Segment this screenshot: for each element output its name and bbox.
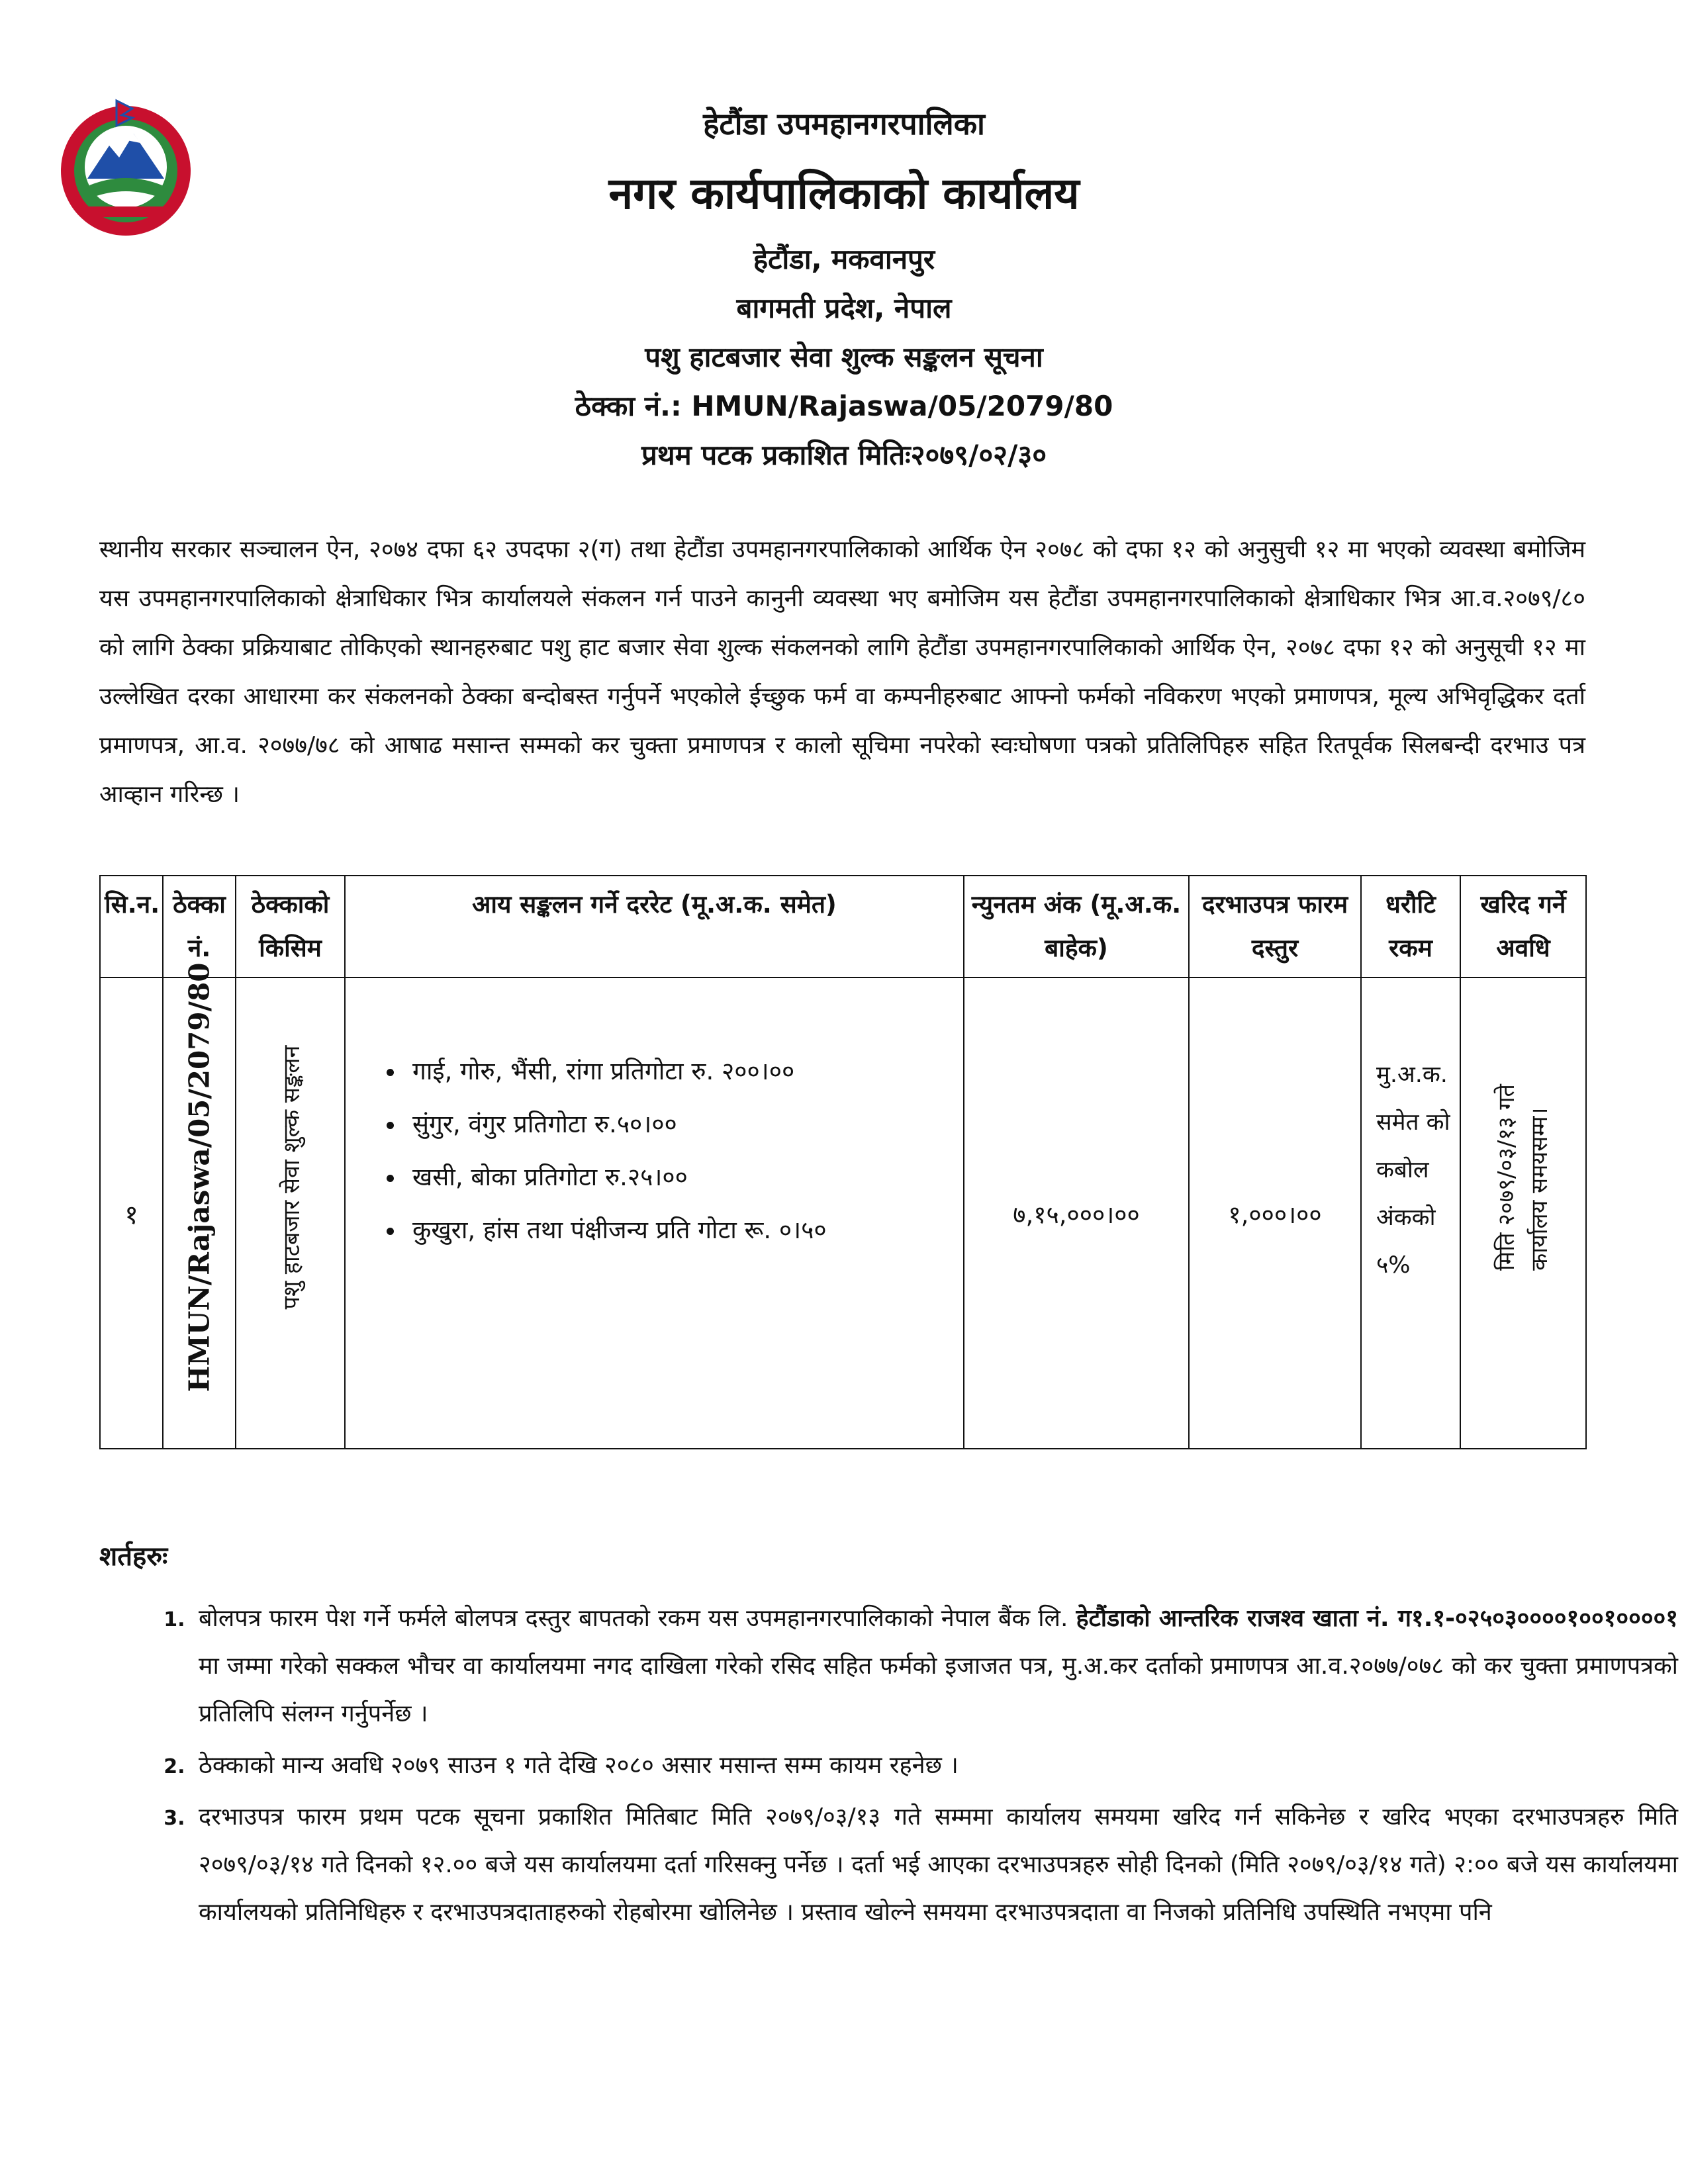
period-line-2: कार्यालय समयसम्म। [1526, 1107, 1553, 1271]
header-contract-no: ठेक्का नं. [163, 876, 236, 978]
cell-contract-no [163, 962, 236, 1449]
list-item: 2. ठेक्काको मान्य अवधि २०७९ साउन १ गते देखि २०८० असार मसान्त सम्म कायम रहनेछ । [192, 1742, 1678, 1790]
period-line-1: मिति २०७९/०३/१३ गते [1493, 1084, 1520, 1271]
office-title: नगर कार्यपालिकाको कार्यालय [608, 168, 1080, 219]
term-1-text: बोलपत्र फारम पेश गर्ने फर्मले बोलपत्र दस्तुर बापतको रकम यस उपमहानगरपालिकाको नेपाल बैंक लि. [199, 1605, 1076, 1632]
rates-list [346, 979, 962, 1257]
list-item: • गाई, गोरु, भैंसी, रांगा प्रतिगोटा रु. २००।०० [406, 1045, 962, 1098]
cell-purchase-period [1460, 978, 1586, 1449]
table-header-row [100, 876, 1586, 978]
intro-paragraph: स्थानीय सरकार सञ्चालन ऐन, २०७४ दफा ६२ उपदफा २(ग) तथा हेटौंडा उपमहानगरपालिकाको आर्थिक ऐन २०७८ को दफा १२ को अनुसुची १२ मा भएको व्यवस्था बमोजिम यस उपमहानगरपालिकाको क्षेत्राधिकार भित्र कार्यालयले संकलन गर्न पाउने कानुनी व्यवस्था भए बमोजिम यस हेटौंडा उपमहानगरपालिकाको क्षेत्राधिकार भित्र आ.व.२०७९/८० को लागि ठेक्का प्रक्रियाबाट तोकिएको स्थानहरुबाट पशु हाट बजार सेवा शुल्क संकलनको लागि हेटौंडा उपमहानगरपालिकाको आर्थिक ऐन, २०७८ दफा १२ को अनुसूची १२ मा उल्लेखित दरका आधारमा कर संकलनको ठेक्का बन्दोबस्त गर्नुपर्ने भएकोले ईच्छुक फर्म वा कम्पनीहरुबाट आफ्नो फर्मको नविकरण भएको प्रमाणपत्र, मूल्य अभिवृद्धिकर दर्ता प्रमाणपत्र, आ.व. २०७७/७८ को आषाढ मसान्त सम्मको कर चुक्ता प्रमाणपत्र र कालो सूचिमा नपरेको स्वःघोषणा पत्रको प्रतिलिपिहरु सहित रितपूर्वक सिलबन्दी दरभाउ पत्र आव्हान गरिन्छ । [99, 536, 1585, 808]
header-form-fee: दरभाउपत्र फारम दस्तुर [1189, 876, 1361, 978]
municipality-name: हेटौंडा उपमहानगरपालिका [703, 106, 985, 142]
header-contract-type: ठेक्काको किसिम [236, 876, 345, 978]
notice-title: पशु हाटबजार सेवा शुल्क सङ्कलन सूचना [645, 341, 1043, 373]
cell-minimum-amount: ७,१५,०००।०० [964, 978, 1189, 1449]
list-item: • कुखुरा, हांस तथा पंक्षीजन्य प्रति गोटा रू. ०।५० [406, 1204, 962, 1257]
contract-number: ठेक्का नं.: HMUN/Rajaswa/05/2079/80 [575, 390, 1113, 422]
terms-list [99, 1595, 1678, 1940]
term-1-text-cont: मा जम्मा गरेको सक्कल भौचर वा कार्यालयमा नगद दाखिला गरेको रसिद सहित फर्मको इजाजत पत्र, मु.अ.कर दर्ताको प्रमाणपत्र आ.व.२०७७/०७८ को कर चुक्ता प्रमाणपत्रको प्रतिलिपि संलग्न गर्नुपर्नेछ । [199, 1653, 1678, 1727]
cell-serial: १ [100, 978, 163, 1449]
header-serial: सि.न. [100, 876, 163, 978]
list-item: 3. दरभाउपत्र फारम प्रथम पटक सूचना प्रकाशित मितिबाट मिति २०७९/०३/१३ गते सम्ममा कार्यालय समयमा खरिद गर्न सकिनेछ र खरिद भएका दरभाउपत्रहरु मिति २०७९/०३/१४ गते दिनको १२.०० बजे यस कार्यालयमा दर्ता गरिसक्नु पर्नेछ । दर्ता भई आएका दरभाउपत्रहरु सोही दिनको (मिति २०७९/०३/१४ गते) २:०० बजे यस कार्यालयमा कार्यालयको प्रतिनिधिहरु र दरभाउपत्रदाताहरुको रोहबोरमा खोलिनेछ । प्रस्ताव खोल्ने समयमा दरभाउपत्रदाता वा निजको प्रतिनिधि उपस्थिति नभएमा पनि [192, 1794, 1678, 1936]
cell-collection-rates [345, 978, 964, 1449]
cell-form-fee: १,०००।०० [1189, 978, 1361, 1449]
header-collection-rate: आय सङ्कलन गर्ने दररेट (मू.अ.क. समेत) [345, 876, 964, 978]
cell-deposit: मु.अ.क. समेत को कबोल अंकको ५% [1361, 978, 1460, 1449]
bank-account-number: हेटौंडाको आन्तरिक राजश्व खाता नं. ग१.१-०२५०३००००१००१००००१ [1076, 1605, 1678, 1632]
list-item: • खसी, बोका प्रतिगोटा रु.२५।०० [406, 1151, 962, 1204]
header-minimum-amount: न्युनतम अंक (मू.अ.क. बाहेक) [964, 876, 1189, 978]
cell-contract-type [236, 978, 345, 1449]
bid-table [99, 875, 1587, 1449]
list-item: • सुंगुर, वंगुर प्रतिगोटा रु.५०।०० [406, 1098, 962, 1151]
purchase-period-text [1490, 1084, 1556, 1271]
terms-heading: शर्तहरुः [99, 1541, 168, 1572]
header-purchase-period: खरिद गर्ने अवधि [1460, 876, 1586, 978]
province-country: बागमती प्रदेश, नेपाल [736, 292, 952, 324]
table-row [100, 978, 1586, 1449]
header-deposit: धरौटि रकम [1361, 876, 1460, 978]
publication-date: प्रथम पटक प्रकाशित मितिः२०७९/०२/३० [641, 439, 1047, 471]
list-item [192, 1595, 1678, 1738]
contract-type-text: पशु हाटबजार सेवा शुल्क सङ्कलन [278, 1045, 305, 1310]
office-location: हेटौंडा, मकवानपुर [753, 243, 935, 275]
contract-no-text: HMUN/Rajaswa/05/2079/80 [183, 962, 216, 1392]
